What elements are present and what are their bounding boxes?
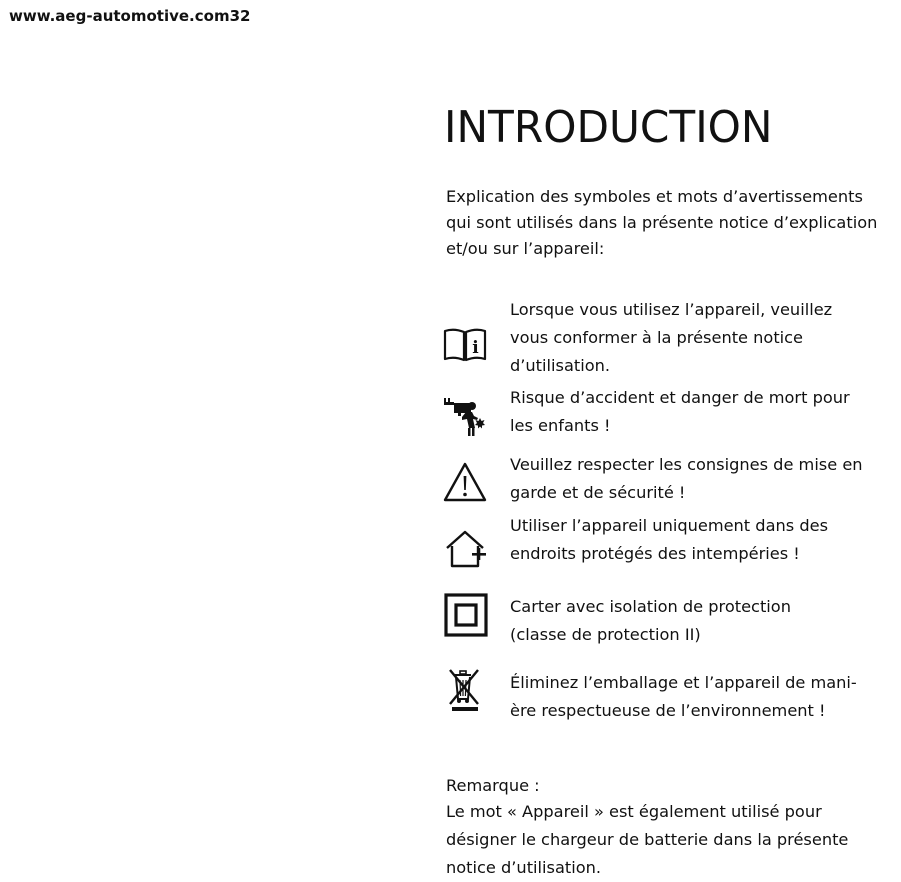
symbol-text-indoor: Utiliser l’appareil uniquement dans des endroits protégés des intempéries ! bbox=[510, 516, 829, 563]
weee-bin-icon bbox=[442, 666, 488, 712]
manual-info-icon bbox=[442, 323, 488, 369]
intro-paragraph: Explication des symboles et mots d’avertissements qui sont utilisés dans la présente notice d’explication et/ou sur l’appareil: bbox=[446, 187, 878, 258]
warning-triangle-icon bbox=[442, 460, 488, 506]
remark-label: Remarque : bbox=[446, 776, 540, 795]
child-danger-icon bbox=[442, 394, 488, 440]
indoor-use-icon bbox=[442, 526, 488, 572]
symbol-text-warning: Veuillez respecter les consignes de mise en garde et de sécurité ! bbox=[510, 455, 863, 502]
svg-text:i: i bbox=[472, 338, 479, 358]
double-insulation-icon bbox=[442, 592, 488, 638]
symbol-text-manual: Lorsque vous utilisez l’appareil, veuillez vous conformer à la présente notice d’utilisation. bbox=[510, 300, 833, 375]
remark-text: Le mot « Appareil » est également utilisé pour désigner le chargeur de batterie dans la présente notice d’utilisation. bbox=[446, 802, 849, 877]
header-url: www.aeg-automotive.com32 bbox=[9, 7, 251, 25]
symbol-text-insulation: Carter avec isolation de protection (classe de protection II) bbox=[510, 597, 791, 644]
symbol-text-disposal: Éliminez l’emballage et l’appareil de mani- ère respectueuse de l’environnement ! bbox=[510, 673, 857, 720]
page-title: INTRODUCTION bbox=[444, 102, 773, 153]
symbol-text-child-danger: Risque d’accident et danger de mort pour les enfants ! bbox=[510, 388, 850, 435]
